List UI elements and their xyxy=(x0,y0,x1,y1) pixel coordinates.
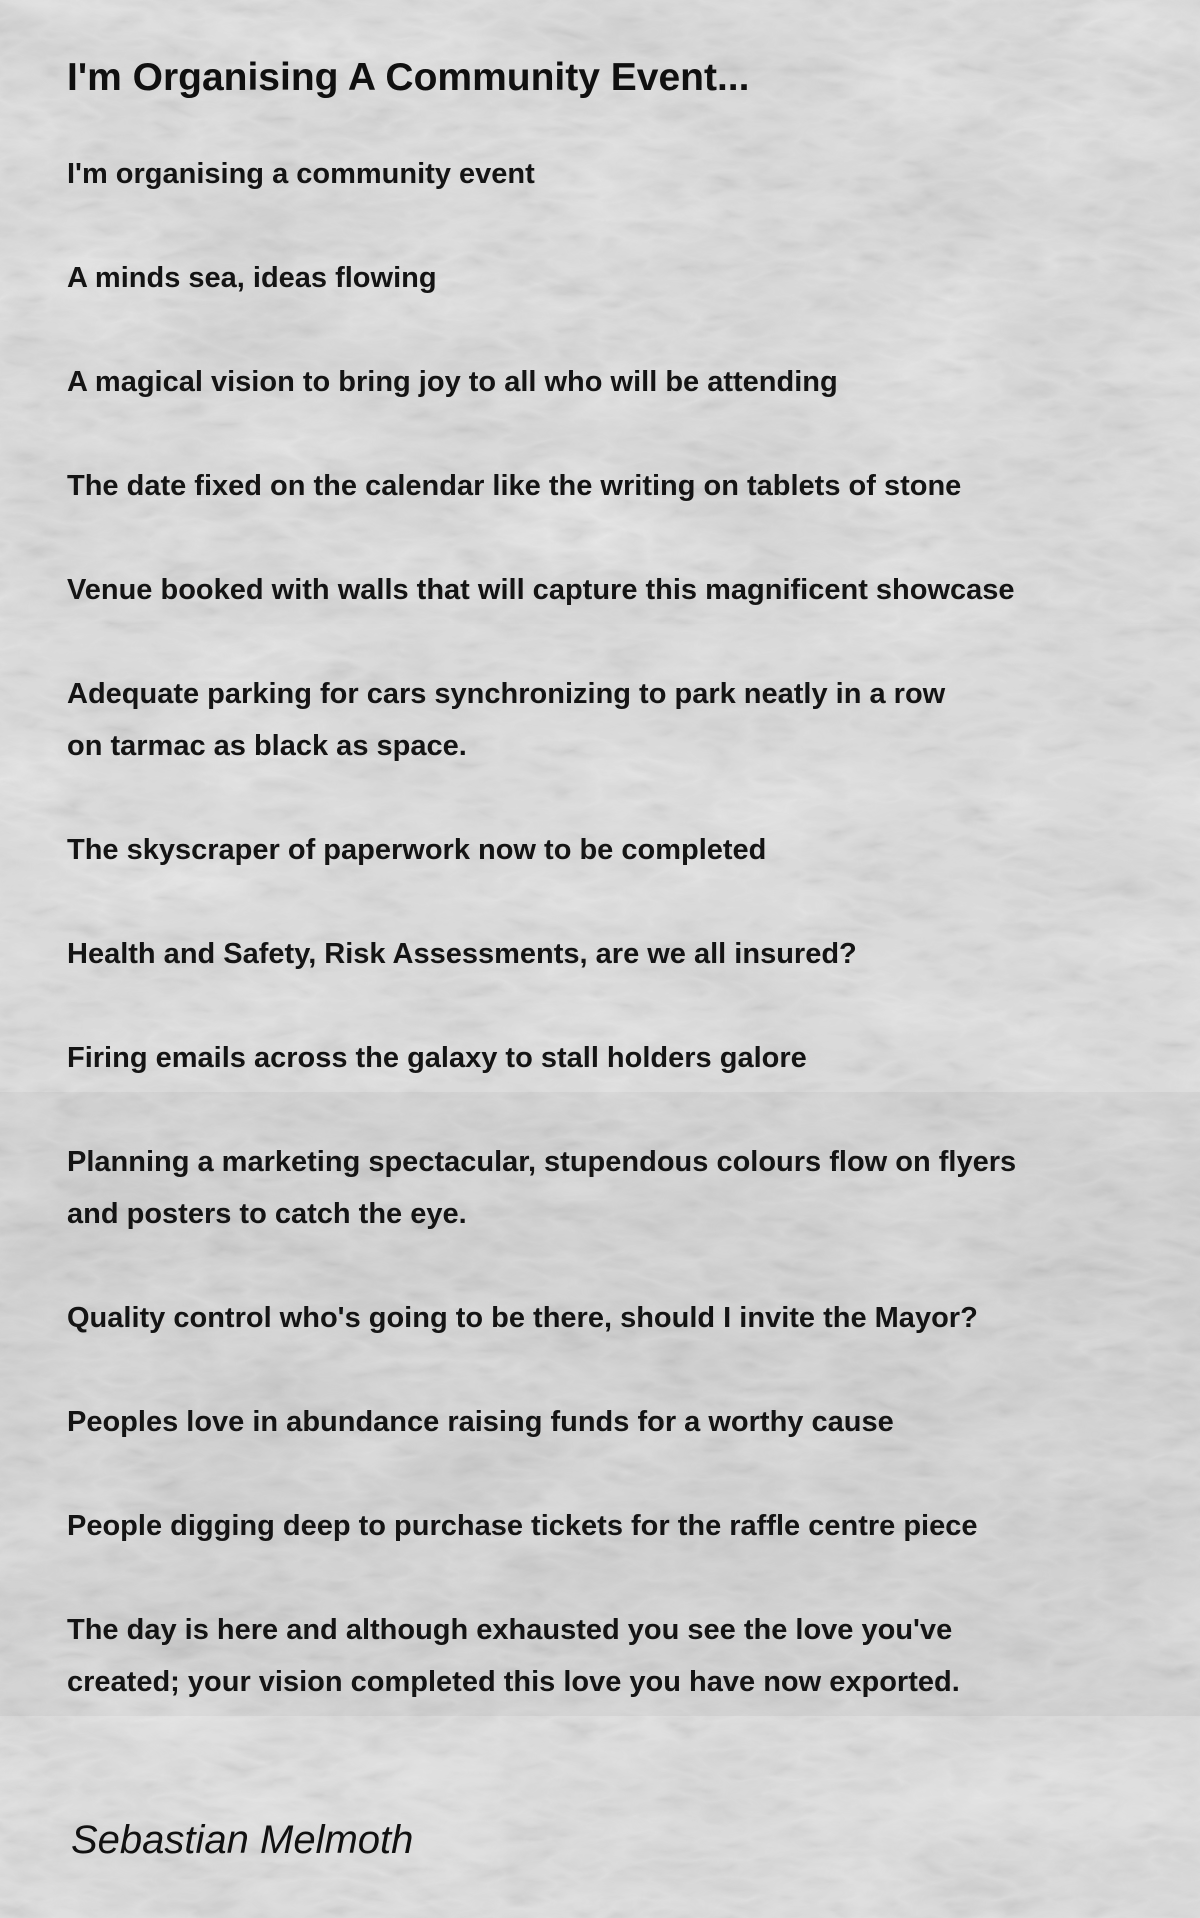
poem-stanza xyxy=(67,1604,1157,1708)
poem-stanza xyxy=(67,1500,1157,1552)
poem-stanza xyxy=(67,252,1157,304)
poem-line: A magical vision to bring joy to all who will be attending xyxy=(67,366,838,398)
poem-stanza xyxy=(67,928,1157,980)
poem-stanza xyxy=(67,1136,1157,1240)
poem-line: and posters to catch the eye. xyxy=(67,1198,467,1230)
poem-line: Venue booked with walls that will capture this magnificent showcase xyxy=(67,574,1015,606)
poem-line: Adequate parking for cars synchronizing to park neatly in a row xyxy=(67,678,946,710)
poem-line: The day is here and although exhausted you see the love you've xyxy=(67,1614,953,1646)
poem-line: People digging deep to purchase tickets for the raffle centre piece xyxy=(67,1510,978,1542)
poem-stanza xyxy=(67,668,1157,772)
poem-line: A minds sea, ideas flowing xyxy=(67,262,437,294)
poem-stanza xyxy=(67,824,1157,876)
poem-title: I'm Organising A Community Event... xyxy=(67,56,750,99)
poem-line: created; your vision completed this love you have now exported. xyxy=(67,1666,960,1698)
poem-stanza xyxy=(67,1396,1157,1448)
poem-stanza xyxy=(67,564,1157,616)
poem-line: Peoples love in abundance raising funds for a worthy cause xyxy=(67,1406,894,1438)
poem-line: Quality control who's going to be there, should I invite the Mayor? xyxy=(67,1302,978,1334)
poem-line: on tarmac as black as space. xyxy=(67,730,467,762)
poem-line: Planning a marketing spectacular, stupendous colours flow on flyers xyxy=(67,1146,1017,1178)
poem-line: The date fixed on the calendar like the writing on tablets of stone xyxy=(67,470,962,502)
poem-line: Firing emails across the galaxy to stall holders galore xyxy=(67,1042,807,1074)
poem-line: The skyscraper of paperwork now to be completed xyxy=(67,834,767,866)
poem-stanza xyxy=(67,148,1157,200)
poem-line: I'm organising a community event xyxy=(67,158,535,190)
poem-stanza xyxy=(67,356,1157,408)
poem-stanza xyxy=(67,1032,1157,1084)
poem-stanza xyxy=(67,1292,1157,1344)
poem-line: Health and Safety, Risk Assessments, are we all insured? xyxy=(67,938,857,970)
poem-stanza xyxy=(67,460,1157,512)
poem-author: Sebastian Melmoth xyxy=(71,1818,414,1862)
poem-body xyxy=(67,148,1157,1760)
